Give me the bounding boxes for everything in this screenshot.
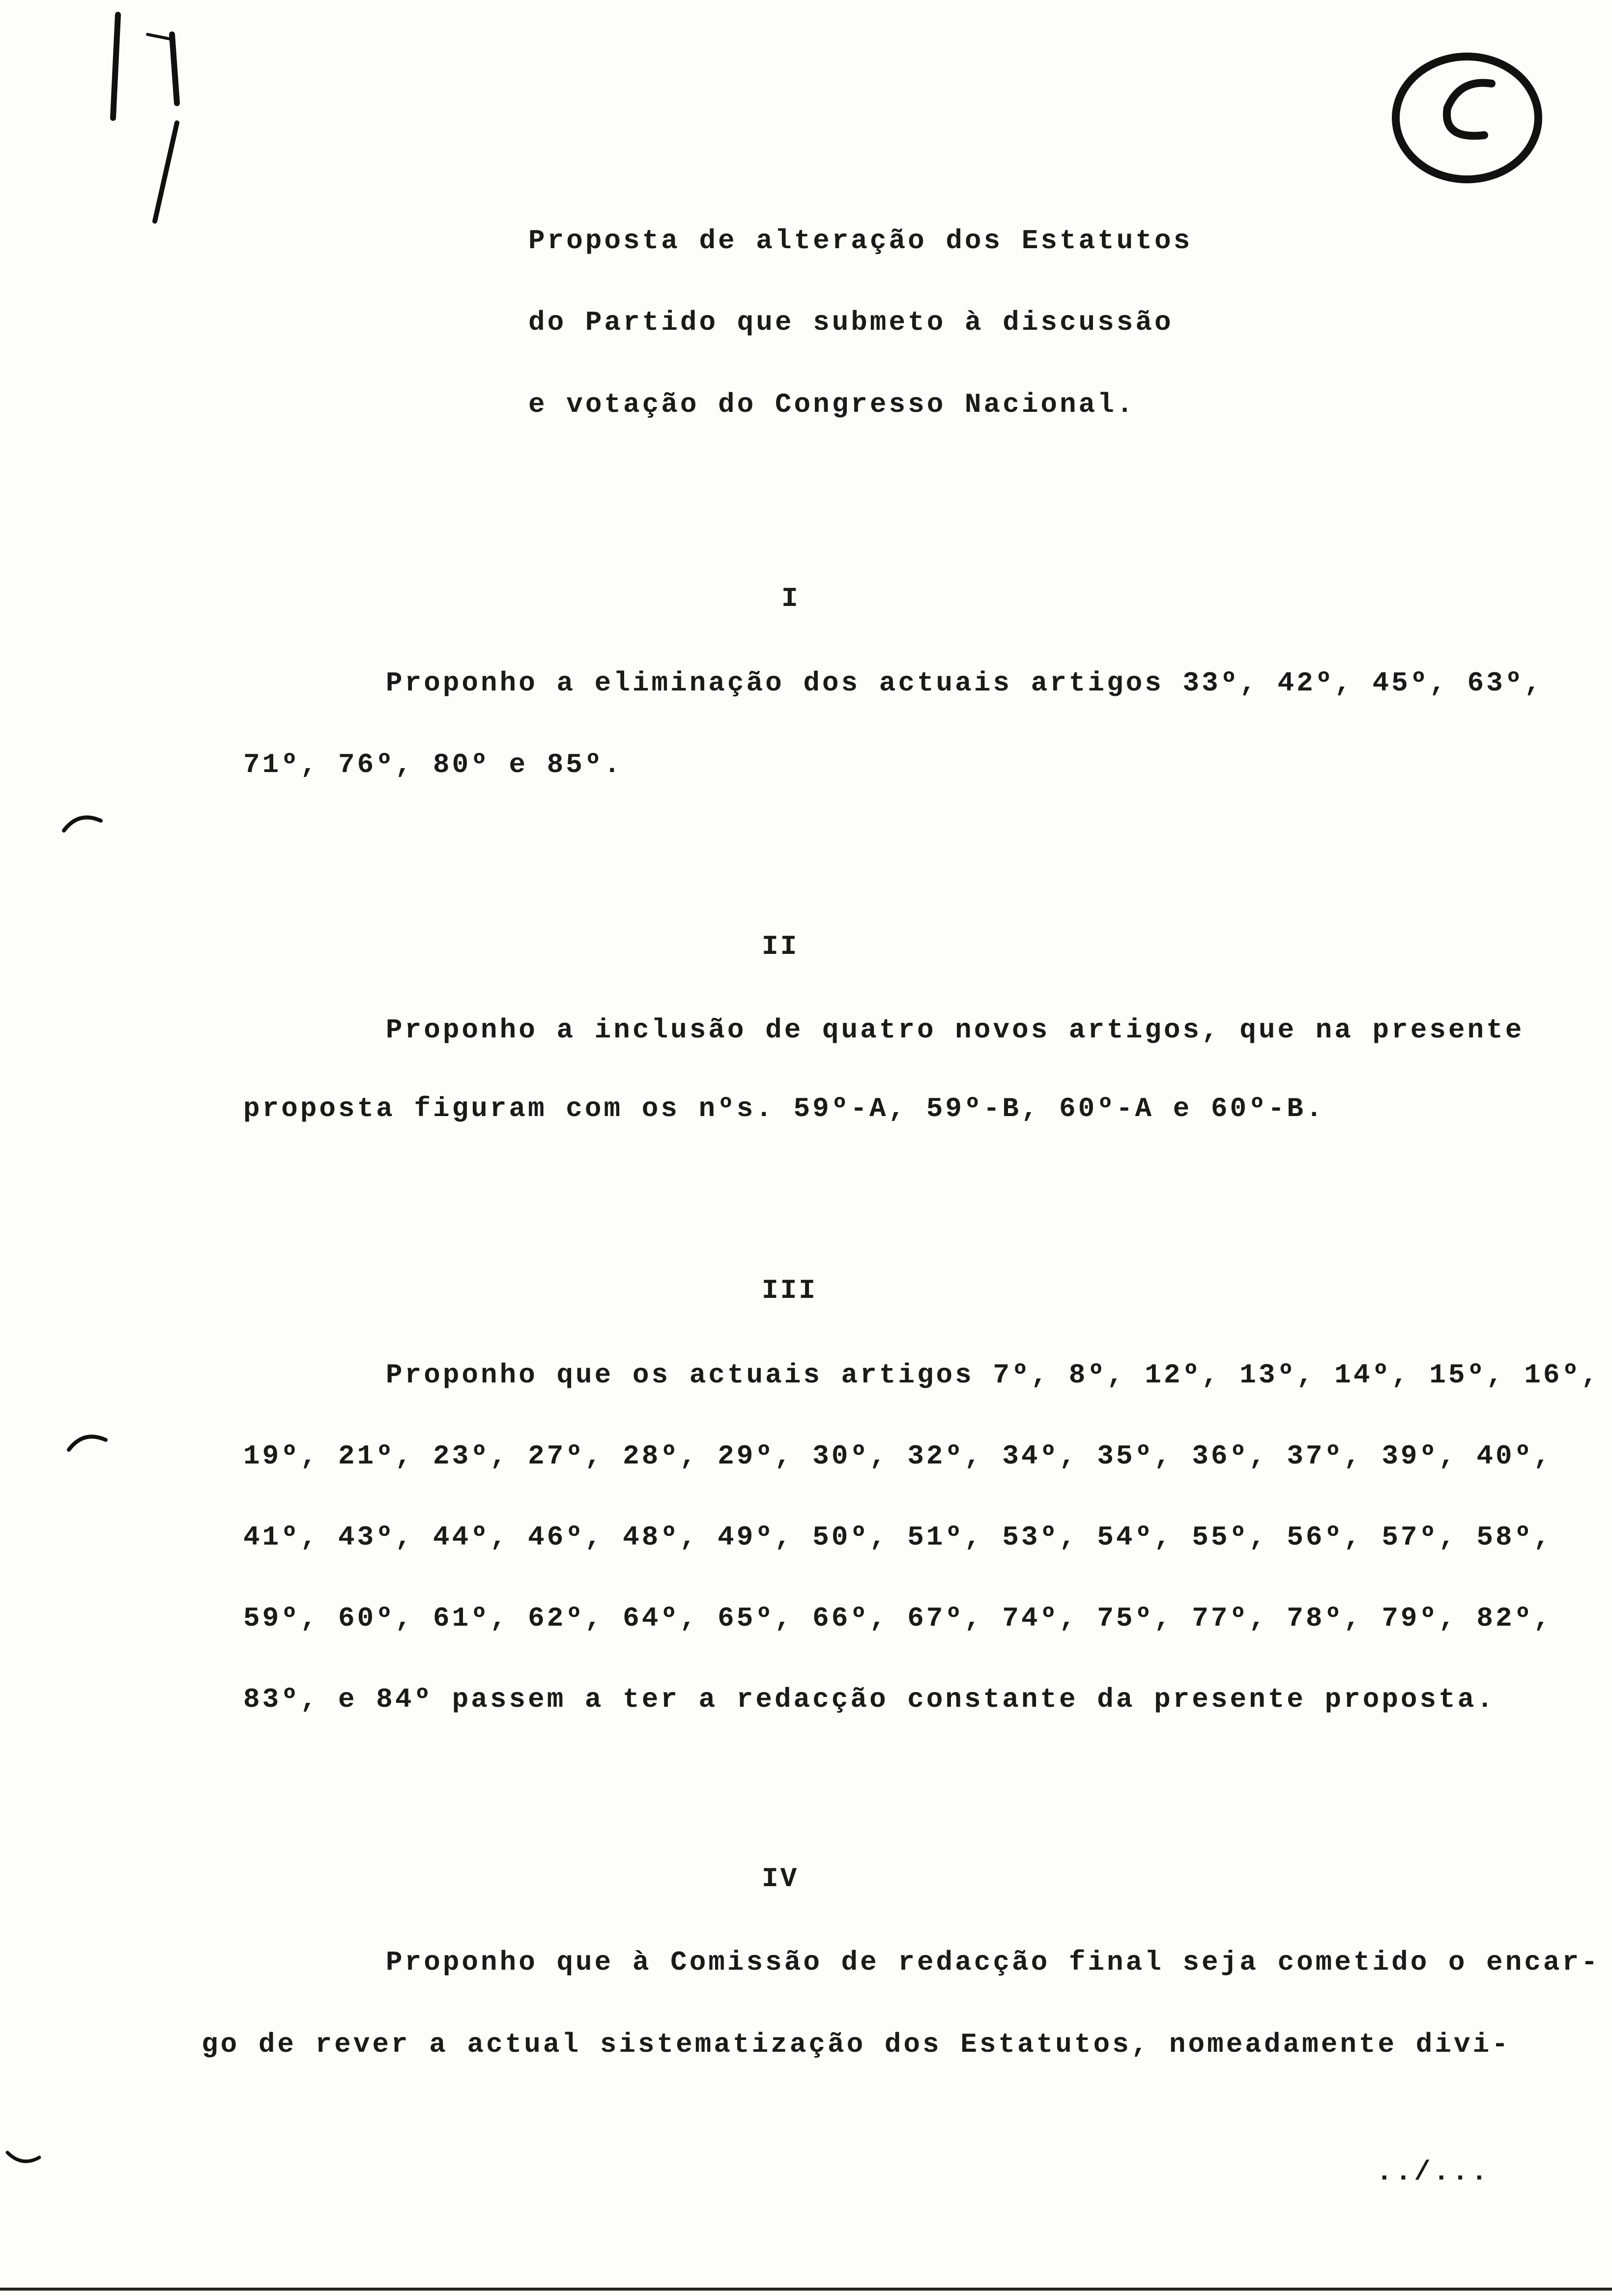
- title-line-1: Proposta de alteração dos Estatutos: [528, 225, 1193, 257]
- section-3-line-1: Proponho que os actuais artigos 7º, 8º, 12º, 13º, 14º, 15º, 16º,: [386, 1359, 1600, 1391]
- circled-letter-stamp: [1386, 44, 1553, 192]
- handwritten-margin-mark: [98, 5, 206, 231]
- title-line-2: do Partido que submeto à discussão: [528, 307, 1174, 338]
- section-2-line-1: Proponho a inclusão de quatro novos artigos, que na presente: [386, 1014, 1525, 1046]
- section-numeral-3: III: [762, 1275, 817, 1306]
- section-1-line-2: 71º, 76º, 80º e 85º.: [243, 749, 623, 780]
- section-3-line-2: 19º, 21º, 23º, 27º, 28º, 29º, 30º, 32º, 34º, 35º, 36º, 37º, 39º, 40º,: [243, 1440, 1553, 1472]
- section-2-line-2: proposta figuram com os nºs. 59º-A, 59º-B, 60º-A e 60º-B.: [243, 1093, 1325, 1124]
- section-1-line-1: Proponho a eliminação dos actuais artigos 33º, 42º, 45º, 63º,: [386, 667, 1543, 699]
- page-continuation-marker: ../...: [1376, 2156, 1490, 2188]
- margin-punch-mark: [59, 806, 108, 835]
- title-line-3: e votação do Congresso Nacional.: [528, 389, 1136, 420]
- section-numeral-4: IV: [762, 1863, 799, 1894]
- section-3-line-4: 59º, 60º, 61º, 62º, 64º, 65º, 66º, 67º, 74º, 75º, 77º, 78º, 79º, 82º,: [243, 1603, 1553, 1634]
- section-4-line-1: Proponho que à Comissão de redacção final seja cometido o encar-: [386, 1947, 1600, 1978]
- section-numeral-1: I: [781, 583, 800, 614]
- section-4-line-2: go de rever a actual sistematização dos Estatutos, nomeadamente divi-: [202, 2029, 1511, 2060]
- margin-punch-mark: [64, 1425, 113, 1455]
- page-bottom-edge: [0, 2288, 1612, 2291]
- section-numeral-2: II: [762, 931, 799, 962]
- margin-punch-mark: [5, 2148, 44, 2172]
- section-3-line-3: 41º, 43º, 44º, 46º, 48º, 49º, 50º, 51º, 53º, 54º, 55º, 56º, 57º, 58º,: [243, 1521, 1553, 1553]
- section-3-line-5: 83º, e 84º passem a ter a redacção constante da presente proposta.: [243, 1684, 1496, 1715]
